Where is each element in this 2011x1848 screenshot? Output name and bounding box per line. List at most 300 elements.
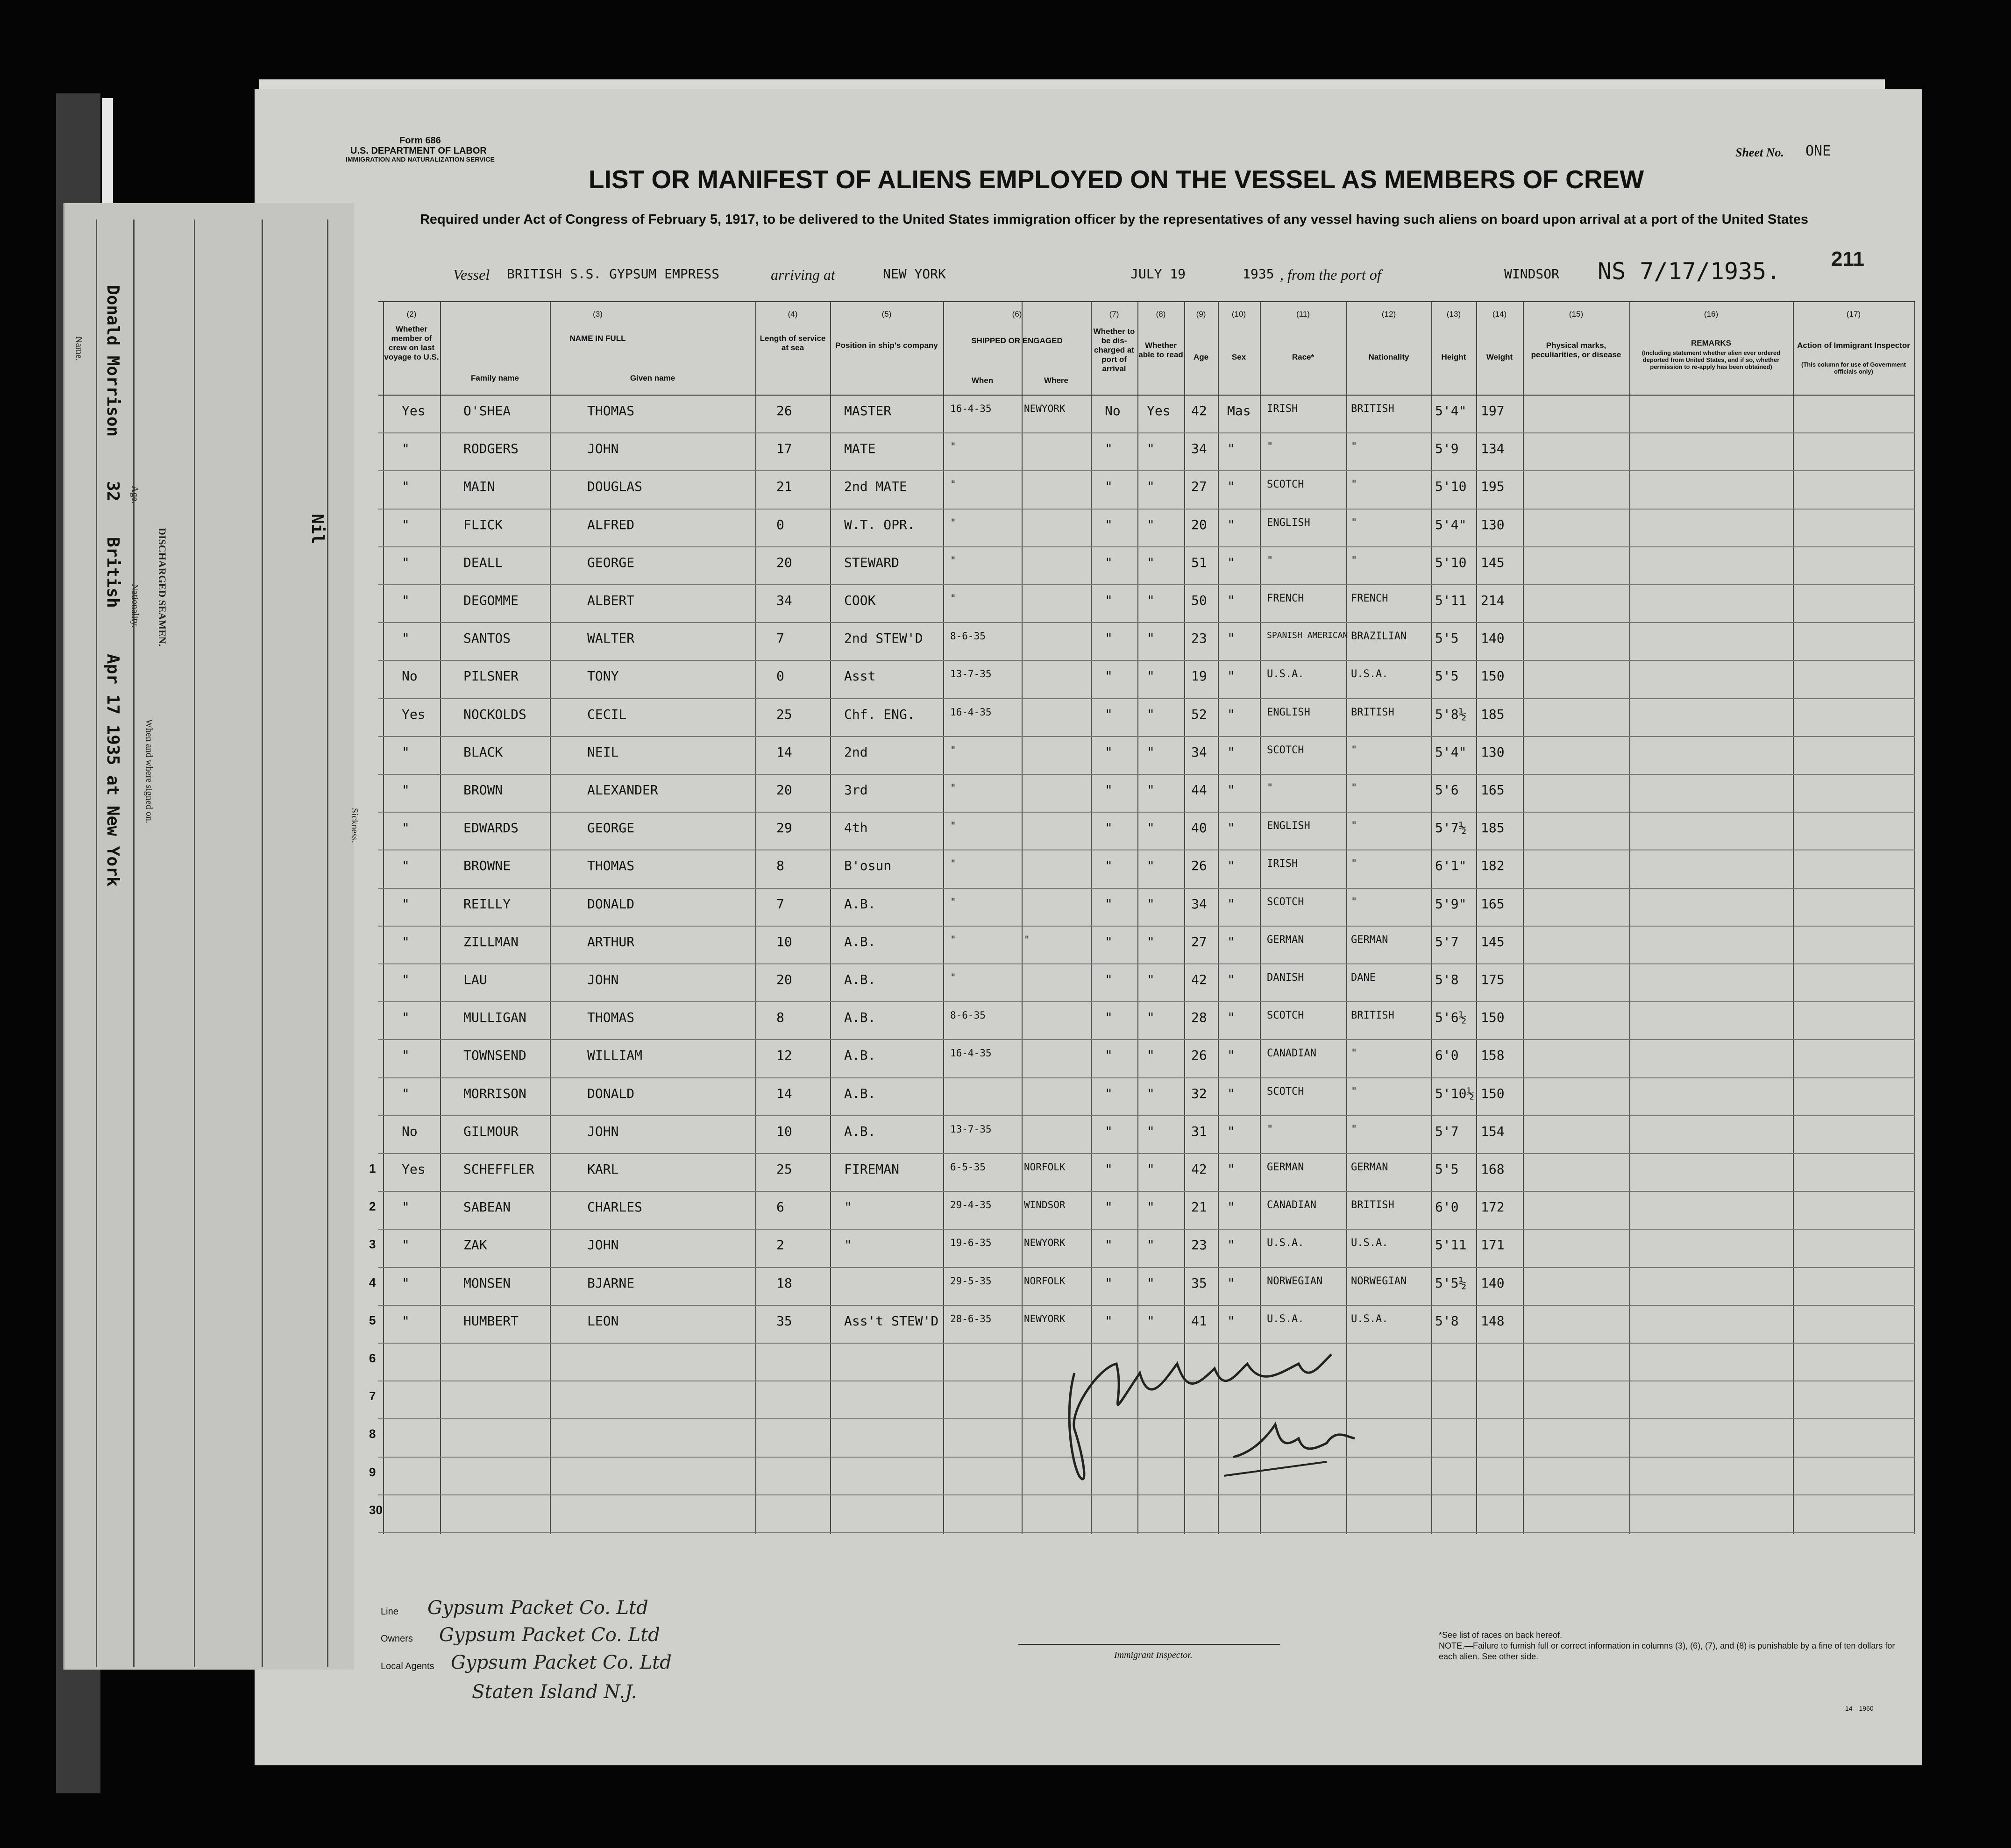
cell-disch: " [1105,668,1113,684]
cell-service: 34 [776,593,792,608]
cell-disch: " [1105,479,1113,495]
cell-family: O'SHEA [463,403,511,418]
cell-service: 6 [776,1199,784,1215]
cell-nat: " [1351,517,1357,529]
cell-given: JOHN [587,1123,619,1139]
cell-nat: " [1351,744,1357,756]
cell-disch: " [1105,820,1113,836]
cell-disch: " [1105,593,1113,608]
column-header-action-sub: (This column for use of Government officials only) [1801,361,1906,375]
footnote-races: *See list of races on back hereof. [1439,1630,1563,1640]
cell-age: 19 [1191,668,1207,684]
owners-label: Owners [381,1634,413,1644]
cell-nat: " [1351,1085,1357,1097]
cell-prev: " [402,1275,410,1291]
row-rule [378,1532,1915,1533]
cell-race: " [1267,554,1273,566]
cell-family: REILLY [463,896,511,912]
row-rule [378,698,1915,699]
cell-age: 42 [1191,972,1207,987]
cell-age: 26 [1191,858,1207,874]
cell-nat: BRITISH [1351,706,1394,718]
cell-prev: " [402,1237,410,1253]
cell-when: 16-4-35 [950,403,992,414]
cell-read: " [1147,896,1155,912]
cell-family: DEALL [463,554,503,570]
cell-family: DEGOMME [463,593,519,608]
cell-family: HUMBERT [463,1313,519,1329]
cell-given: ALBERT [587,593,635,608]
cell-nat: GERMAN [1351,1161,1388,1173]
cell-family: BROWN [463,782,503,798]
cell-sex: " [1227,1048,1235,1063]
cell-given: WALTER [587,630,635,646]
cell-when: 28-6-35 [950,1313,992,1324]
cell-position: A.B. [844,1123,876,1139]
service: IMMIGRATION AND NATURALIZATION SERVICE [346,156,495,163]
cell-service: 20 [776,554,792,570]
footnote-penalty: NOTE.—Failure to furnish full or correct information in columns (3), (6), (7), and (8) is punishable by a fine of ten dollars for each alien. See other side. [1439,1641,1895,1661]
cell-service: 25 [776,1161,792,1177]
cell-service: 0 [776,668,784,684]
row-rule [378,812,1915,813]
cell-position: Asst [844,668,876,684]
cell-weight: 171 [1481,1237,1505,1253]
slip-title: DISCHARGED SEAMEN. [156,528,168,647]
cell-height: 5'8 [1435,1313,1459,1329]
cell-age: 50 [1191,593,1207,608]
cell-race: U.S.A. [1267,668,1304,680]
column-number: (12) [1381,310,1396,319]
cell-service: 20 [776,782,792,798]
cell-disch: No [1105,403,1121,418]
cell-family: BLACK [463,744,503,760]
cell-position: Ass't STEW'D [844,1313,939,1329]
column-rule [383,301,384,1534]
cell-weight: 150 [1481,1010,1505,1026]
cell-read: Yes [1147,403,1171,418]
page-title: LIST OR MANIFEST OF ALIENS EMPLOYED ON THE VESSEL AS MEMBERS OF CREW [589,165,1644,194]
owners-value: Gypsum Packet Co. Ltd [439,1624,660,1646]
cell-position: COOK [844,593,876,608]
cell-prev: " [402,554,410,570]
cell-disch: " [1105,1237,1113,1253]
cell-nat: FRENCH [1351,593,1388,604]
cell-family: GILMOUR [463,1123,519,1139]
cell-prev: " [402,479,410,495]
cell-disch: " [1105,517,1113,532]
cell-height: 5'11 [1435,1237,1467,1253]
column-header-c4: Length of service at sea [760,334,826,352]
cell-sex: " [1227,1085,1235,1101]
cell-sex: " [1227,1123,1235,1139]
cell-given: DONALD [587,1085,635,1101]
cell-given: DONALD [587,896,635,912]
cell-weight: 165 [1481,782,1505,798]
cell-height: 5'4" [1435,403,1467,418]
column-number: (5) [881,310,892,319]
cell-when: 13-7-35 [950,668,992,680]
cell-position: 2nd STEW'D [844,630,923,646]
cell-height: 5'7 [1435,934,1459,949]
column-header-c11: Race* [1292,353,1315,361]
cell-disch: " [1105,744,1113,760]
cell-sex: " [1227,517,1235,532]
cell-service: 8 [776,858,784,874]
cell-race: CANADIAN [1267,1048,1316,1060]
arriving-label: arriving at [771,266,835,283]
cell-race: GERMAN [1267,1161,1304,1173]
slip-sickness-header: Sickness. [349,808,360,843]
cell-weight: 197 [1481,403,1505,418]
cell-weight: 145 [1481,934,1505,949]
cell-when: " [950,934,956,945]
row-rule [378,888,1915,889]
cell-position: MATE [844,441,876,457]
cell-height: 5'8 [1435,972,1459,987]
cell-age: 35 [1191,1275,1207,1291]
cell-service: 35 [776,1313,792,1329]
slip-age: 32 [103,481,122,502]
cell-nat: GERMAN [1351,934,1388,946]
cell-race: IRISH [1267,403,1298,415]
column-number: (17) [1846,310,1861,319]
column-header-c2: Whether member of crew on last voyage to U.S. [384,325,439,361]
cell-read: " [1147,934,1155,949]
row-rule [378,1001,1915,1002]
cell-nat: BRITISH [1351,403,1394,415]
cell-weight: 185 [1481,706,1505,722]
cell-sex: " [1227,706,1235,722]
cell-given: WILLIAM [587,1048,643,1063]
cell-nat: NORWEGIAN [1351,1275,1407,1287]
cell-position: W.T. OPR. [844,517,915,532]
cell-where: NEWYORK [1024,403,1066,414]
column-header-c9: Age [1193,353,1209,361]
cell-service: 10 [776,934,792,949]
cell-when: " [950,554,956,566]
cell-family: NOCKOLDS [463,706,526,722]
cell-read: " [1147,554,1155,570]
cell-age: 26 [1191,1048,1207,1063]
cell-prev: Yes [402,706,426,722]
cell-given: LEON [587,1313,619,1329]
cell-family: PILSNER [463,668,519,684]
cell-age: 34 [1191,441,1207,457]
row-rule [378,546,1915,547]
cell-where: NEWYORK [1024,1313,1066,1324]
cell-prev: " [402,1085,410,1101]
cell-height: 5'7 [1435,1123,1459,1139]
row-rule [378,509,1915,510]
row-rule [378,1191,1915,1192]
column-header-c5: Position in ship's company [835,341,938,350]
row-number: 1 [369,1161,376,1175]
cell-service: 18 [776,1275,792,1291]
stamp-number: 211 [1831,248,1864,270]
cell-prev: " [402,896,410,912]
cell-age: 42 [1191,1161,1207,1177]
cell-given: THOMAS [587,403,635,418]
cell-position: Chf. ENG. [844,706,915,722]
column-number: (7) [1109,310,1119,319]
cell-read: " [1147,782,1155,798]
cell-weight: 168 [1481,1161,1505,1177]
cell-race: FRENCH [1267,593,1304,604]
line-label: Line [381,1607,398,1617]
column-header-c12: Nationality [1368,353,1409,361]
column-rule [943,301,944,1534]
cell-read: " [1147,706,1155,722]
row-rule [378,963,1915,964]
cell-prev: " [402,858,410,874]
cell-nat: " [1351,1048,1357,1060]
cell-height: 5'10 [1435,479,1467,495]
cell-height: 5'7½ [1435,820,1467,836]
cell-position: B'osun [844,858,892,874]
cell-race: DANISH [1267,972,1304,984]
cell-nat: BRITISH [1351,1199,1394,1211]
cell-position: A.B. [844,896,876,912]
cell-family: MAIN [463,479,495,495]
cell-age: 23 [1191,1237,1207,1253]
cell-height: 5'6½ [1435,1010,1467,1026]
header-rule [378,301,1915,302]
cell-given: THOMAS [587,858,635,874]
cell-sex: " [1227,782,1235,798]
column-header-c17: Action of Immigrant Inspector [1797,341,1910,350]
cell-weight: 150 [1481,1085,1505,1101]
cell-position: A.B. [844,934,876,949]
column-header-c6: SHIPPED OR ENGAGED [971,336,1063,345]
cell-prev: " [402,934,410,949]
cell-given: CECIL [587,706,627,722]
cell-height: 5'10½ [1435,1085,1475,1101]
cell-weight: 182 [1481,858,1505,874]
cell-service: 17 [776,441,792,457]
cell-prev: " [402,1010,410,1026]
cell-sex: " [1227,896,1235,912]
slip-nil: Nil [308,514,327,545]
cell-read: " [1147,593,1155,608]
cell-sex: " [1227,668,1235,684]
cell-nat: " [1351,479,1357,491]
cell-race: ENGLISH [1267,517,1310,529]
cell-read: " [1147,1123,1155,1139]
cell-weight: 214 [1481,593,1505,608]
cell-nat: U.S.A. [1351,668,1388,680]
cell-age: 52 [1191,706,1207,722]
cell-height: 5'9 [1435,441,1459,457]
cell-sex: " [1227,1161,1235,1177]
cell-position: A.B. [844,1010,876,1026]
cell-family: FLICK [463,517,503,532]
cell-position: 2nd [844,744,868,760]
slip-name-header: Name. [74,336,84,361]
cell-race: SCOTCH [1267,1085,1304,1097]
column-rule [440,301,441,1534]
origin-port: WINDSOR [1504,266,1560,282]
cell-sex: " [1227,934,1235,949]
cell-read: " [1147,858,1155,874]
cell-race: IRISH [1267,858,1298,870]
cell-when: 8-6-35 [950,630,986,642]
row-number: 5 [369,1313,376,1327]
cell-height: 5'11 [1435,593,1467,608]
cell-family: BROWNE [463,858,511,874]
cell-when: 13-7-35 [950,1123,992,1135]
cell-service: 25 [776,706,792,722]
cell-read: " [1147,972,1155,987]
column-header-c10: Sex [1231,353,1246,361]
cell-age: 42 [1191,403,1207,418]
cell-sex: " [1227,820,1235,836]
agents-label: Local Agents [381,1661,434,1671]
cell-weight: 140 [1481,630,1505,646]
cell-sex: " [1227,858,1235,874]
cell-service: 0 [776,517,784,532]
cell-when: " [950,593,956,604]
cell-sex: " [1227,630,1235,646]
cell-when: 29-4-35 [950,1199,992,1211]
cell-position: MASTER [844,403,892,418]
cell-where: NEWYORK [1024,1237,1066,1249]
cell-disch: " [1105,441,1113,457]
cell-weight: 130 [1481,744,1505,760]
cell-disch: " [1105,1275,1113,1291]
cell-prev: " [402,593,410,608]
cell-prev: Yes [402,1161,426,1177]
cell-height: 5'5 [1435,1161,1459,1177]
cell-given: KARL [587,1161,619,1177]
slip-name: Donald Morrison [103,285,122,437]
cell-position: 4th [844,820,868,836]
cell-nat: " [1351,782,1357,794]
cell-position: A.B. [844,972,876,987]
cell-service: 8 [776,1010,784,1026]
cell-race: GERMAN [1267,934,1304,946]
cell-when: " [950,479,956,490]
cell-position: STEWARD [844,554,900,570]
column-rule [1793,301,1794,1534]
cell-family: ZILLMAN [463,934,519,949]
cell-height: 5'10 [1435,554,1467,570]
cell-given: JOHN [587,972,619,987]
cell-position: FIREMAN [844,1161,900,1177]
row-number: 2 [369,1199,376,1214]
column-header-c3b: Given name [630,374,675,382]
row-rule [378,660,1915,661]
cell-height: 6'0 [1435,1048,1459,1063]
cell-family: MULLIGAN [463,1010,526,1026]
cell-read: " [1147,1010,1155,1026]
inspector-signature [1046,1336,1383,1513]
cell-height: 5'5½ [1435,1275,1467,1291]
cell-sex: " [1227,1275,1235,1291]
cell-nat: " [1351,1123,1357,1135]
cell-service: 10 [776,1123,792,1139]
sheet-label: Sheet No. [1735,146,1784,159]
cell-position: A.B. [844,1085,876,1101]
cell-read: " [1147,668,1155,684]
cell-age: 40 [1191,820,1207,836]
cell-sex: " [1227,1010,1235,1026]
cell-age: 28 [1191,1010,1207,1026]
row-number: 30 [369,1502,383,1517]
row-rule [378,432,1915,433]
cell-sex: " [1227,1199,1235,1215]
cell-sex: " [1227,593,1235,608]
cell-prev: " [402,1199,410,1215]
cell-race: ENGLISH [1267,706,1310,718]
cell-nat: " [1351,554,1357,566]
column-header-c3a: Family name [471,374,519,382]
cell-position: " [844,1199,852,1215]
column-number: (11) [1296,310,1310,319]
cell-read: " [1147,441,1155,457]
cell-when: " [950,820,956,832]
cell-prev: " [402,441,410,457]
cell-family: EDWARDS [463,820,519,836]
cell-prev: " [402,1313,410,1329]
cell-family: SABEAN [463,1199,511,1215]
cell-read: " [1147,1161,1155,1177]
cell-service: 2 [776,1237,784,1253]
cell-disch: " [1105,706,1113,722]
cell-family: TOWNSEND [463,1048,526,1063]
column-rule [1629,301,1630,1534]
agents-value-2: Staten Island N.J. [472,1681,637,1703]
row-rule [378,1153,1915,1154]
cell-nat: U.S.A. [1351,1237,1388,1249]
row-rule [378,1267,1915,1268]
cell-given: ALFRED [587,517,635,532]
row-number: 6 [369,1351,376,1365]
cell-where: NORFOLK [1024,1275,1066,1287]
row-rule [378,622,1915,623]
cell-race: CANADIAN [1267,1199,1316,1211]
cell-height: 5'5 [1435,668,1459,684]
arrival-port: NEW YORK [883,266,946,282]
cell-family: RODGERS [463,441,519,457]
cell-service: 14 [776,744,792,760]
cell-age: 23 [1191,630,1207,646]
cell-prev: " [402,820,410,836]
cell-disch: " [1105,934,1113,949]
cell-weight: 195 [1481,479,1505,495]
cell-sex: " [1227,744,1235,760]
cell-where: WINDSOR [1024,1199,1066,1211]
inspector-label: Immigrant Inspector. [1114,1650,1193,1660]
cell-service: 7 [776,896,784,912]
cell-disch: " [1105,782,1113,798]
column-header-c7: Whether to be dis- charged at port of arrival [1093,327,1135,373]
cell-nat: U.S.A. [1351,1313,1388,1325]
cell-weight: 148 [1481,1313,1505,1329]
cell-where: NORFOLK [1024,1161,1066,1173]
cell-service: 20 [776,972,792,987]
cell-age: 20 [1191,517,1207,532]
column-rule [1476,301,1477,1534]
column-number: (10) [1231,310,1246,319]
cell-disch: " [1105,554,1113,570]
page-subtitle: Required under Act of Congress of February 5, 1917, to be delivered to the United States immigration officer by the representatives of any vessel having such aliens on board upon arrival at a port of the United States [419,212,1809,227]
row-number: 3 [369,1237,376,1252]
row-rule [378,1305,1915,1306]
cell-service: 21 [776,479,792,495]
cell-read: " [1147,630,1155,646]
cell-when: " [950,972,956,983]
